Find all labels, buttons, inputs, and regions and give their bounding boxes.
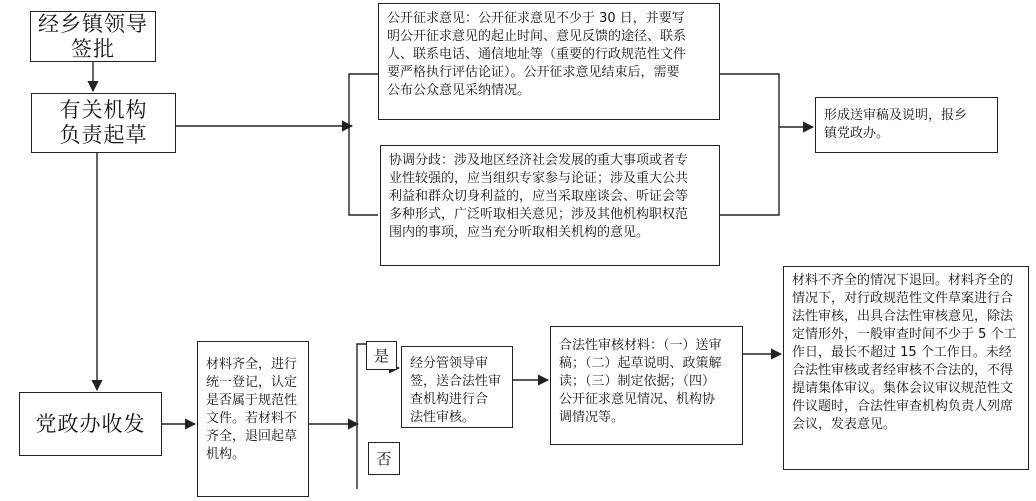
node-office-receive: 党政办收发 — [19, 392, 162, 456]
node-legality-materials: 合法性审核材料：（一）送审 稿；（二）起草说明、政策解 读；（三）制定依据；（四） 公开征求意见情况、机构协 调情况等。 — [550, 326, 743, 445]
node-submit-draft: 形成送审稿及说明，报乡 镇党政办。 — [815, 97, 998, 153]
bracket-drafting-branches — [349, 74, 378, 215]
node-register: 材料齐全，进行 统一登记，认定 是否属于规范性 文件。若材料不 齐全，退回起草 机构。 — [197, 341, 309, 497]
node-coordinate: 协调分歧：涉及地区经济社会发展的重大事项或者专 业性较强的，应当组织专家参与论证；涉及重大公共 利益和群众切身利益的，应当采取座谈会、听证会等 多种形式，广泛听取相关意见；涉及其他机构职权范 围内的事项，应当充分听取相关机构的意见。 — [380, 145, 720, 266]
node-approval: 经乡镇领导 签批 — [30, 11, 156, 62]
node-public-opinion: 公开征求意见：公开征求意见不少于 30 日，并要写 明公开征求意见的起止时间、意见反馈的途径、联系 人、联系电话、通信地址等（重要的行政规范性文件 要严格执行评估论证）。公开征求意见结束后，需要 公布公众意见采纳情况。 — [378, 3, 720, 120]
node-drafting: 有关机构 负责起草 — [31, 93, 176, 153]
bracket-merge-to-submit — [720, 74, 779, 215]
node-yes: 是 — [366, 341, 397, 370]
node-review-result: 材料不齐全的情况下退回。材料齐全的 情况下，对行政规范性文件草案进行合 法性审核，出具合法性审核意见，除法 定情形外，一般审查时间不少于 5 个工 作日，最长不超过 15 个工作日。未经 合法性审核或者经审核不合法的，不得 提请集体审议。集体会议审议规范性文 件议题时，合法性审查机构负责人列席 会议，发表意见。 — [783, 266, 1029, 470]
node-leader-review: 经分管领导审 签，送合法性审 查机构进行合 法性审核。 — [401, 346, 513, 428]
node-no: 否 — [368, 442, 400, 475]
